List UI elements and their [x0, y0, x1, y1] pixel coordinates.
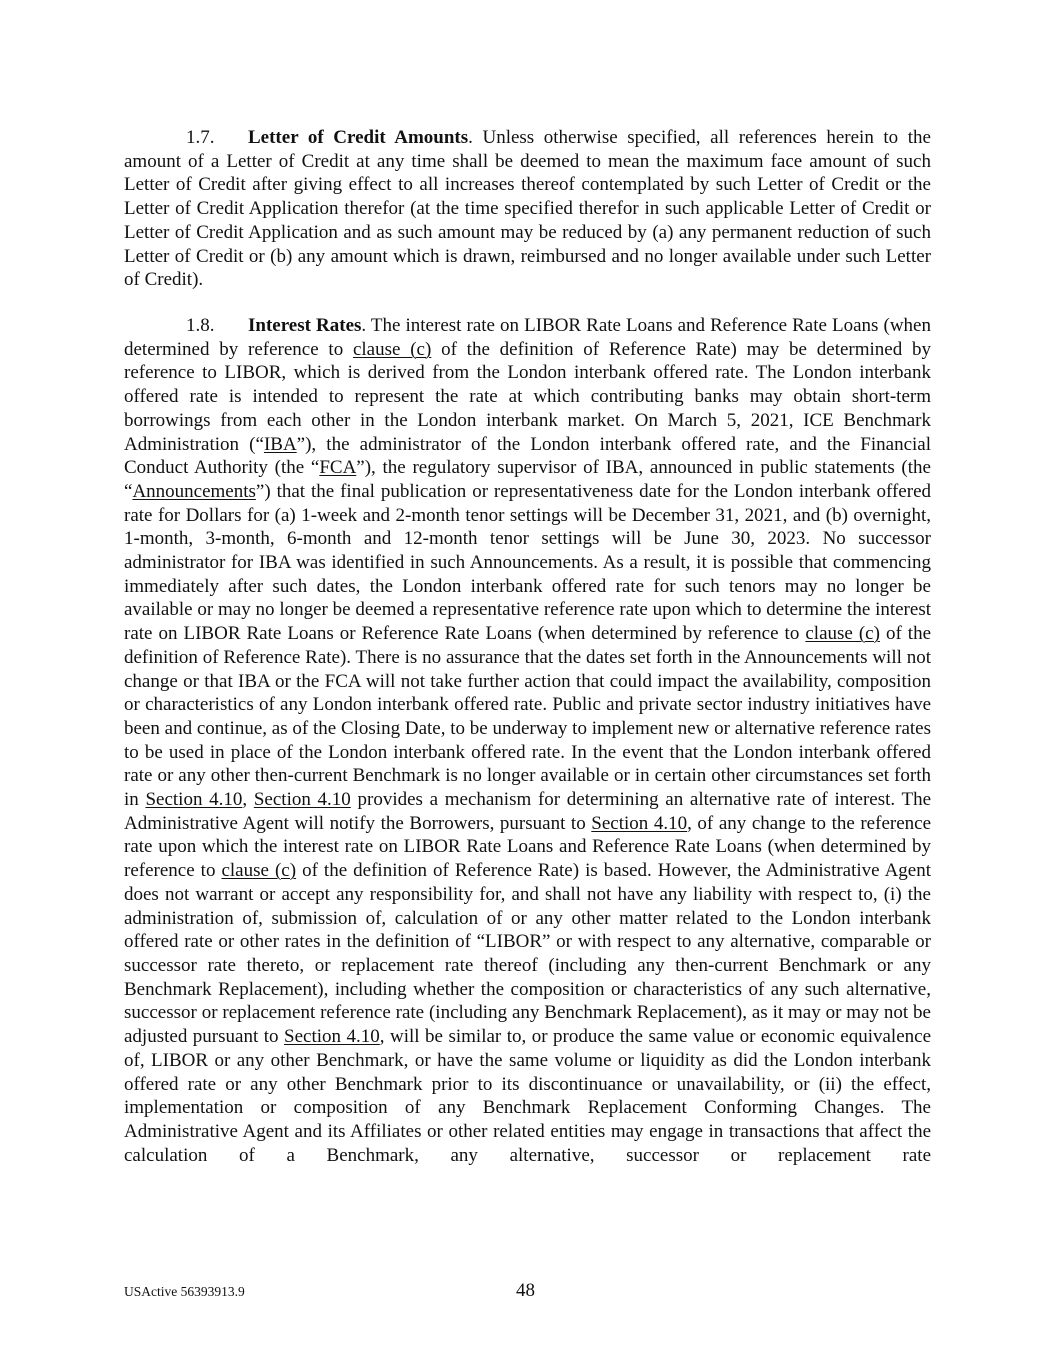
- clause-c-reference: clause (c): [352, 338, 432, 360]
- section-1-8-heading: Interest Rates: [248, 315, 362, 336]
- section-1-8-number: 1.8.: [186, 315, 215, 336]
- fca-defined-term: FCA: [319, 457, 357, 479]
- section-1-8-text: . The interest rate on LIBOR Rate Loans and Reference Rate Loans (when determined by reference to: [124, 315, 931, 360]
- section-1-8-text: , of any change to the reference rate upon which the interest rate on LIBOR Rate Loans and Reference Rate Loans (when determined by reference to: [124, 812, 932, 882]
- section-1-8-text: , will be similar to, or produce the same value or economic equivalence of, LIBOR or any other Benchmark, or have the same volume or liquidity as did the London interbank offered rate or any other Benchmark prior to its discontinuance or unavailability, or (ii) the effect, implementation or composition of any Benchmark Replacement Conforming Changes. The Administrative Agent and its Affiliates or other related entities may engage in transactions that affect the calculation of a Benchmark, any alternative, successor or replacement rate: [124, 1026, 931, 1166]
- clause-c-reference: clause (c): [805, 623, 880, 645]
- iba-defined-term: IBA: [263, 433, 297, 455]
- clause-c-reference: clause (c): [221, 860, 297, 882]
- section-1-8-text: of the definition of Reference Rate). There is no assurance that the dates set forth in the Announcements will not change or that IBA or the FCA will not take further action that could impact the availability, composition or characteristics of any London interbank offered rate. Public and private sector industry initiatives have been and continue, as of the Closing Date, to be underway to implement new or alternative reference rates to be used in place of the London interbank offered rate. In the event that the London interbank offered rate or any other then-current Benchmark is no longer available or in certain other circumstances set forth in: [124, 623, 932, 811]
- section-4-10-reference: Section 4.10: [253, 789, 351, 811]
- section-1-8-text: ”) that the final publication or representativeness date for the London interbank offered rate for Dollars for (a) 1-week and 2-month tenor settings will be December 31, 2021, and (b) overnight, 1-month, 3-month, 6-month and 12-month tenor settings will be June 30, 2023. No successor administrator for IBA was identified in such Announcements. As a result, it is possible that commencing immediately after such dates, the London interbank offered rate for such tenors may no longer be available or may no longer be deemed a representative reference rate upon which to determine the interest rate on LIBOR Rate Loans or Reference Rate Loans (when determined by reference to: [124, 480, 931, 645]
- section-1-8-text: ”), the regulatory supervisor of IBA, announced in public statements (the “: [124, 457, 931, 502]
- section-4-10-reference: Section 4.10: [145, 789, 243, 811]
- section-1-7-body: . Unless otherwise specified, all references herein to the amount of a Letter of Credit at any time shall be deemed to mean the maximum face amount of such Letter of Credit after giving effect to all increases thereof contemplated by such Letter of Credit or the Letter of Credit Application therefor (at the time specified therefor in such applicable Letter of Credit or Letter of Credit Application and as such amount may be reduced by (a) any permanent reduction of such Letter of Credit or (b) any amount which is drawn, reimbursed and no longer available under such Letter of Credit).: [124, 127, 931, 291]
- section-1-7-paragraph: [124, 126, 931, 292]
- footer-page-number: 48: [516, 1280, 535, 1301]
- footer-document-id: USActive 56393913.9: [124, 1284, 245, 1299]
- section-1-8-paragraph: [124, 314, 931, 1167]
- section-1-8-text: of the definition of Reference Rate) is based. However, the Administrative Agent does not warrant or accept any responsibility for, and shall not have any liability with respect to, (i) the administration of, submission of, calculation of or any other matter related to the London interbank offered rate or other rates in the definition of “LIBOR” or with respect to any alternative, comparable or successor rate thereto, or replacement rate thereof (including any then-current Benchmark or any Benchmark Replacement), including whether the composition or characteristics of any such alternative, successor or replacement reference rate (including any Benchmark Replacement), as it may or may not be adjusted pursuant to: [124, 860, 932, 1048]
- section-1-8-text: of the definition of Reference Rate) may be determined by reference to LIBOR, which is derived from the London interbank offered rate. The London interbank offered rate is intended to represent the rate at which contributing banks may obtain short-term borrowings from each other in the London interbank market. On March 5, 2021, ICE Benchmark Administration (“: [124, 338, 931, 455]
- announcements-defined-term: Announcements: [132, 480, 256, 502]
- section-1-7-heading: Letter of Credit Amounts: [248, 127, 469, 148]
- section-1-8-text: provides a mechanism for determining an alternative rate of interest. The Administrative Agent will notify the Borrowers, pursuant to: [124, 789, 932, 834]
- section-1-8-text: ”), the administrator of the London interbank offered rate, and the Financial Conduct Authority (the “: [124, 433, 931, 479]
- section-4-10-reference: Section 4.10: [591, 812, 688, 834]
- section-1-8-text: ,: [242, 789, 254, 811]
- section-1-7-number: 1.7.: [186, 127, 215, 148]
- section-4-10-reference: Section 4.10: [284, 1026, 380, 1048]
